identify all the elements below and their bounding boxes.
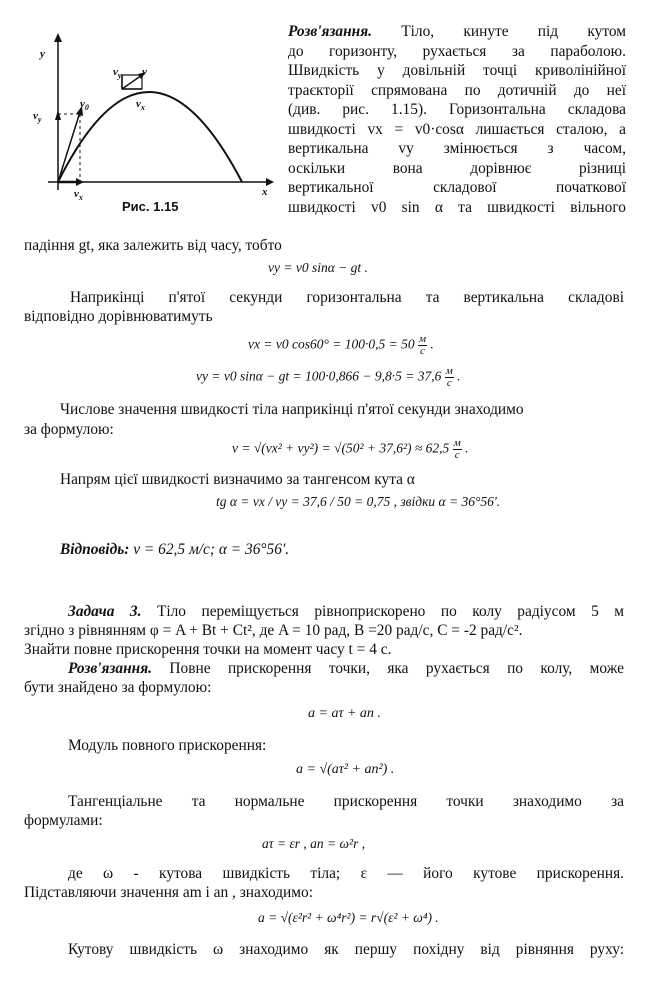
unit-m-s-1: $\frac{м}{с}$	[418, 333, 426, 357]
vy-left-label: $v_y$	[33, 110, 42, 125]
task3-line-1: згідно з рівнянням φ = A + Bt + Ct², де A = 10 рад, B =20 рад/с, C = -2 рад/с².	[24, 622, 523, 639]
answer-line	[60, 540, 655, 559]
last-line: Кутову швидкість ω знаходимо як першу похідну від рівняння руху:	[68, 941, 624, 958]
formula-vy: vy = v0 sinα − gt .	[268, 260, 368, 275]
solution1-line-5: швидкості vx = v0·cosα лишається сталою, а	[288, 120, 626, 138]
para4: Напрям цієї швидкості визначимо за тангенсом кута α	[60, 471, 415, 488]
solution1-line-4: (див. рис. 1.15). Горизонтальна складова	[288, 101, 626, 118]
solution1-line-7: оскільки вона дорівнює різниці	[288, 159, 626, 177]
formula-vx-calc: vx = v0 cos60° = 100·0,5 = 50 $\frac{м}{с}$ .	[248, 333, 434, 357]
where-line-0: де ω - кутова швидкість тіла; ε — його кутове прискорення.	[68, 865, 624, 882]
solution1-line-6: вертикальна vy змінюється з часом,	[288, 140, 626, 157]
task3-solution-heading: Розв'язання.	[68, 660, 152, 677]
solution1-line-10: падіння gt, яка залежить від часу, тобто	[24, 237, 282, 254]
v-top-label: v	[142, 66, 147, 78]
answer-text: v = 62,5 м/с; α = 36°56'.	[133, 541, 290, 558]
solution1-line-8: вертикальної складової початкової	[288, 179, 626, 196]
figure-caption: Рис. 1.15	[122, 199, 179, 214]
trajectory-figure	[30, 30, 275, 225]
x-axis-label: x	[262, 186, 268, 198]
vy-arrow-left	[55, 110, 61, 120]
y-axis-label: y	[40, 48, 45, 60]
vx-arrow-bottom	[76, 178, 84, 186]
vy-top-label: $v_y$	[113, 66, 122, 81]
answer-label: Відповідь:	[60, 541, 130, 558]
vx-mid-label: $v_x$	[136, 98, 145, 113]
unit-m-s-3: $\frac{м}{с}$	[453, 437, 461, 461]
solution1-line-0: Розв'язання. Тіло, кинуте під кутом	[288, 23, 626, 40]
formula-a-vector: a = aτ + an .	[308, 706, 381, 721]
task3-line-2: Знайти повне прискорення точки на момент часу t = 4 с.	[24, 641, 392, 658]
solution1-heading: Розв'язання.	[288, 23, 372, 40]
formula-vy-calc: vy = v0 sinα − gt = 100·0,866 − 9,8·5 = 37,6 $\frac{м}{с}$ .	[196, 365, 461, 389]
x-axis-arrow	[266, 178, 274, 186]
solution1-line-2: Швидкість у довільній точці криволінійної	[288, 62, 626, 79]
y-axis-arrow	[54, 33, 62, 42]
v-vector-top	[122, 75, 142, 89]
formula-at-an: aτ = εr , an = ω²r ,	[262, 836, 366, 851]
solution1-line-3: траєкторії спрямована по дотичній до неї	[288, 81, 626, 99]
tang-line-1: формулами:	[24, 812, 103, 829]
formula-v: v = √(vx² + vy²) = √(50² + 37,6²) ≈ 62,5 $\frac{м}{с}$ .	[232, 437, 469, 461]
solution1-line-1: до горизонту, рухається за параболою.	[288, 42, 626, 60]
para3-line-1: за формулою:	[24, 421, 114, 438]
task3-solution-line-1: бути знайдено за формулою:	[24, 679, 212, 696]
formula-tg: tg α = vx / vy = 37,6 / 50 = 0,75 , звідки α = 36°56'.	[216, 494, 501, 509]
modulus-text: Модуль повного прискорення:	[68, 737, 267, 754]
tang-line-0: Тангенціальне та нормальне прискорення точки знаходимо за	[68, 793, 624, 810]
solution1-line-9: швидкості v0 sin α та швидкості вільного	[288, 198, 626, 216]
formula-a-modulus: a = √(aτ² + an²) .	[296, 762, 395, 777]
task3-heading: Задача 3.	[68, 603, 142, 620]
v0-label: $v_0$	[80, 98, 89, 113]
para3-line-0: Числове значення швидкості тіла наприкінці п'ятої секунди знаходимо	[60, 401, 524, 418]
trajectory-plot	[30, 30, 275, 225]
task3-line-0: Задача 3. Тіло переміщується рівноприскорено по колу радіусом 5 м	[68, 603, 624, 620]
unit-m-s-2: $\frac{м}{с}$	[445, 365, 453, 389]
para2-line-0: Наприкінці п'ятої секунди горизонтальна та вертикальна складові	[70, 289, 624, 306]
vx-bottom-label: $v_x$	[74, 188, 83, 203]
where-line-1: Підставляючи значення am і an , знаходимо:	[24, 884, 313, 901]
task3-solution-line-0: Розв'язання. Повне прискорення точки, яка рухається по колу, може	[68, 660, 624, 677]
para2-line-1: відповідно дорівнюватимуть	[24, 308, 213, 325]
solution1-right-column	[288, 22, 626, 217]
formula-a-final: a = √(ε²r² + ω⁴r²) = r√(ε² + ω⁴) .	[258, 910, 439, 925]
